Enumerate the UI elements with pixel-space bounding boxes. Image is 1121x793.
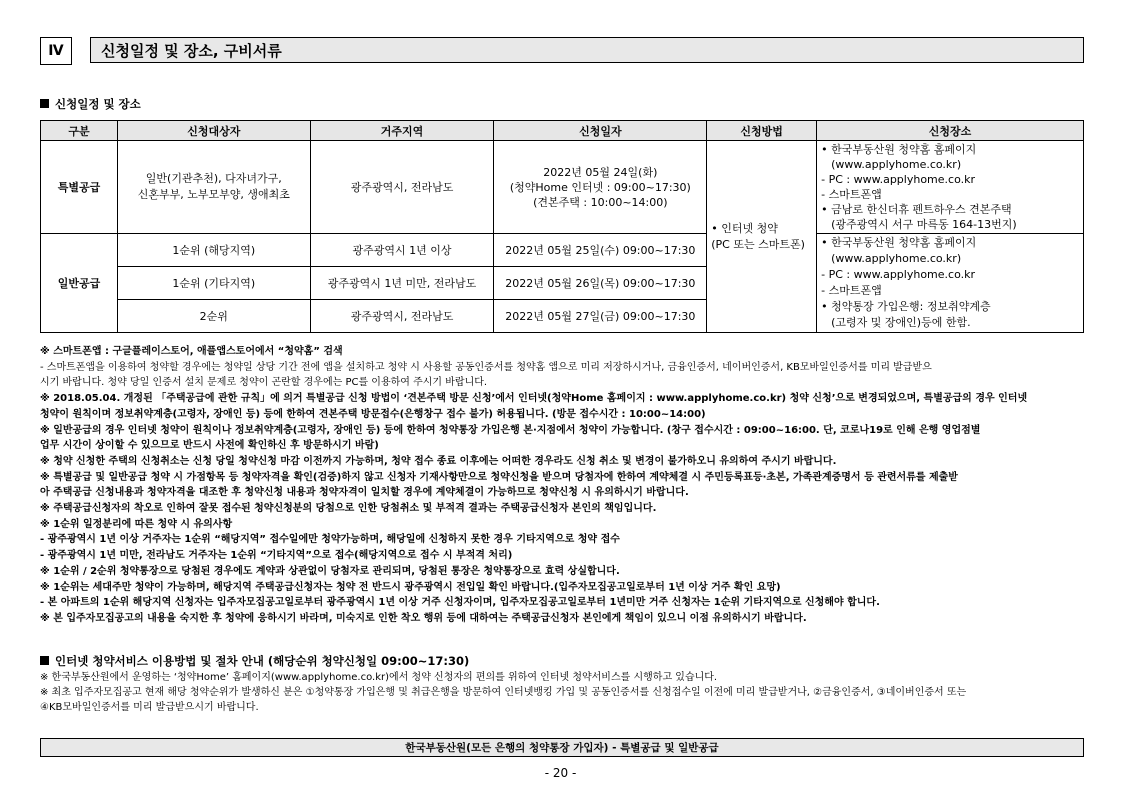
note-line: ④KB모바일인증서를 미리 발급받으시기 바랍니다. — [40, 702, 259, 713]
col-header: 구분 — [41, 121, 118, 141]
note-line: - 본 아파트의 1순위 해당지역 신청자는 입주자모집공고일로부터 광주광역시 1년 이상 거주 신청자이며, 입주자모집공고일로부터 1년미만 거주 신청자는 1순위 기타지역으로 신청해야 합니다. — [40, 597, 880, 609]
note-line: ※ 한국부동산원에서 운영하는 ‘청약Home’ 홈페이지(www.applyhome.co.kr)에서 청약 신청자의 편의를 위하여 인터넷 청약서비스를 시행하고 있습니다. — [40, 672, 718, 683]
note-line: - 광주광역시 1년 미만, 전라남도 거주자는 1순위 “기타지역”으로 접수(해당지역으로 접수 시 부적격 처리) — [40, 550, 513, 562]
section-number: Ⅳ — [40, 37, 72, 65]
special-place: • 한국부동산원 청약홈 홈페이지 (www.applyhome.co.kr) - PC : www.applyhome.co.kr - 스마트폰앱 • 금남로 한신더휴 펜트하우스 견본주택 (광주광역시 서구 마륵동 164-13번지) — [817, 141, 1084, 234]
note-line: ※ 1순위 / 2순위 청약통장으로 당첨된 경우에도 계약과 상관없이 당첨자로 관리되며, 당첨된 통장은 청약통장으로 효력 상실합니다. — [40, 565, 620, 577]
general-region: 광주광역시 1년 미만, 전라남도 — [310, 267, 494, 300]
general-date: 2022년 05월 27일(금) 09:00~17:30 — [494, 300, 707, 333]
note-line: 업무 시간이 상이할 수 있으므로 반드시 사전에 확인하신 후 방문하시기 바람) — [40, 440, 379, 452]
special-date: 2022년 05월 24일(화) (청약Home 인터넷 : 09:00~17:30) (견본주택 : 10:00~14:00) — [494, 141, 707, 234]
general-place: • 한국부동산원 청약홈 홈페이지 (www.applyhome.co.kr) - PC : www.applyhome.co.kr - 스마트폰앱 • 청약통장 가입은행: 정보취약계층 (고령자 및 장애인)등에 한함. — [817, 234, 1084, 333]
note-line: ※ 본 입주자모집공고의 내용을 숙지한 후 청약에 응하시기 바라며, 미숙지로 인한 착오 행위 등에 대하여는 주택공급신청자 본인에게 책임이 있으니 이점 유의하시기 바랍니다. — [40, 612, 807, 624]
section-title: 신청일정 및 장소, 구비서류 — [90, 37, 1084, 63]
note-line: ※ 스마트폰앱 : 구글플레이스토어, 애플앱스토어에서 “청약홈” 검색 — [40, 346, 343, 357]
subsection-schedule-title: 신청일정 및 장소 — [55, 97, 141, 111]
subsection-schedule — [40, 96, 141, 112]
note-line: 시기 바랍니다. 청약 당일 인증서 설치 문제로 청약이 곤란할 경우에는 PC를 이용하여 주시기 바랍니다. — [40, 377, 488, 389]
table-row — [41, 141, 1084, 234]
note-line: ※ 2018.05.04. 개정된 「주택공급에 관한 규칙」에 의거 특별공급 신청 방법이 ‘견본주택 방문 신청’에서 인터넷(청약Home 홈페이지 : www.applyhome.co.kr) 청약 신청’으로 변경되었으며, 특별공급의 경우 인터넷 — [40, 393, 1028, 405]
general-date: 2022년 05월 25일(수) 09:00~17:30 — [494, 234, 707, 267]
general-region: 광주광역시, 전라남도 — [310, 300, 494, 333]
apply-method: • 인터넷 청약 (PC 또는 스마트폰) — [707, 141, 817, 333]
special-target: 일반(기관추천), 다자녀가구, 신혼부부, 노부모부양, 생애최초 — [117, 141, 310, 234]
note-line: ※ 1순위 일정분리에 따른 청약 시 유의사항 — [40, 518, 233, 530]
note-line: ※ 일반공급의 경우 인터넷 청약이 원칙이나 정보취약계층(고령자, 장애인 등) 등에 한하여 청약통장 가입은행 본·지점에서 청약이 가능합니다. (창구 접수시간 : 09:00~16:00. 단, 코로나19로 인해 은행 영업점별 — [40, 424, 981, 436]
special-region: 광주광역시, 전라남도 — [310, 141, 494, 234]
page-number: - 20 - — [544, 766, 577, 780]
notes-list — [40, 344, 1090, 627]
subsection-internet-title: 인터넷 청약서비스 이용방법 및 절차 안내 (해당순위 청약신청일 09:00~17:30) — [55, 654, 470, 668]
note-line: 청약이 원칙이며 정보취약계층(고령자, 장애인 등) 등에 한하여 견본주택 방문접수(은행창구 접수 불가) 허용됩니다. (방문 접수시간 : 10:00~14:00) — [40, 408, 706, 420]
square-bullet-icon — [40, 99, 49, 108]
category-general: 일반공급 — [41, 234, 118, 333]
subsection-internet — [40, 653, 469, 669]
col-header: 신청장소 — [817, 121, 1084, 141]
footer-bar: 한국부동산원(모든 은행의 청약통장 가입자) - 특별공급 및 일반공급 — [40, 738, 1084, 757]
note-line: ※ 특별공급 및 일반공급 청약 시 가점항목 등 청약자격을 확인(검증)하지 않고 신청자 기재사항만으로 청약신청을 받으며 당첨자에 한하여 계약체결 시 주민등록표등·초본, 가족관계증명서 등 관련서류를 제출받 — [40, 471, 958, 483]
note-line: - 스마트폰앱을 이용하여 청약할 경우에는 청약일 상당 기간 전에 앱을 설치하고 청약 시 사용할 공동인증서를 청약홈 앱으로 미리 저장하시거나, 금융인증서, 네이버인증서, KB모바일인증서를 미리 발급받으 — [40, 361, 932, 373]
note-line: ※ 청약 신청한 주택의 신청취소는 신청 당일 청약신청 마감 이전까지 가능하며, 청약 접수 종료 이후에는 어떠한 경우라도 신청 취소 및 변경이 불가하오니 유의하여 주시기 바랍니다. — [40, 455, 837, 467]
note-line: - 광주광역시 1년 이상 거주자는 1순위 “해당지역” 접수일에만 청약가능하며, 해당일에 신청하지 못한 경우 기타지역으로 청약 접수 — [40, 534, 620, 546]
col-header: 신청방법 — [707, 121, 817, 141]
col-header: 거주지역 — [310, 121, 494, 141]
section-header — [40, 37, 1084, 65]
col-header: 신청대상자 — [117, 121, 310, 141]
note-line: ※ 주택공급신청자의 착오로 인하여 잘못 접수된 청약신청분의 당첨으로 인한 당첨취소 및 부적격 결과는 주택공급신청자 본인의 책임입니다. — [40, 503, 657, 515]
note-line: ※ 최초 입주자모집공고 현재 해당 청약순위가 발생하신 분은 ①청약통장 가입은행 및 취급은행을 방문하여 인터넷뱅킹 가입 및 공동인증서를 신청접수일 이전에 미리 발급받거나, ②금융인증서, ③네이버인증서 또는 — [40, 687, 967, 698]
table-header-row — [41, 121, 1084, 141]
internet-notes — [40, 670, 1090, 715]
table-row — [41, 234, 1084, 267]
schedule-table — [40, 120, 1084, 333]
note-line: ※ 1순위는 세대주만 청약이 가능하며, 해당지역 주택공급신청자는 청약 전 반드시 광주광역시 전입일 확인 바랍니다.(입주자모집공고일로부터 1년 이상 거주 확인 요망) — [40, 581, 781, 593]
general-target: 1순위 (기타지역) — [117, 267, 310, 300]
square-bullet-icon — [40, 656, 49, 665]
general-date: 2022년 05월 26일(목) 09:00~17:30 — [494, 267, 707, 300]
general-target: 2순위 — [117, 300, 310, 333]
note-line: 아 주택공급 신청내용과 청약자격을 대조한 후 청약신청 내용과 청약자격이 일치할 경우에 계약체결이 가능하므로 청약신청 시 유의하시기 바랍니다. — [40, 487, 689, 499]
col-header: 신청일자 — [494, 121, 707, 141]
category-special: 특별공급 — [41, 141, 118, 234]
general-region: 광주광역시 1년 이상 — [310, 234, 494, 267]
general-target: 1순위 (해당지역) — [117, 234, 310, 267]
